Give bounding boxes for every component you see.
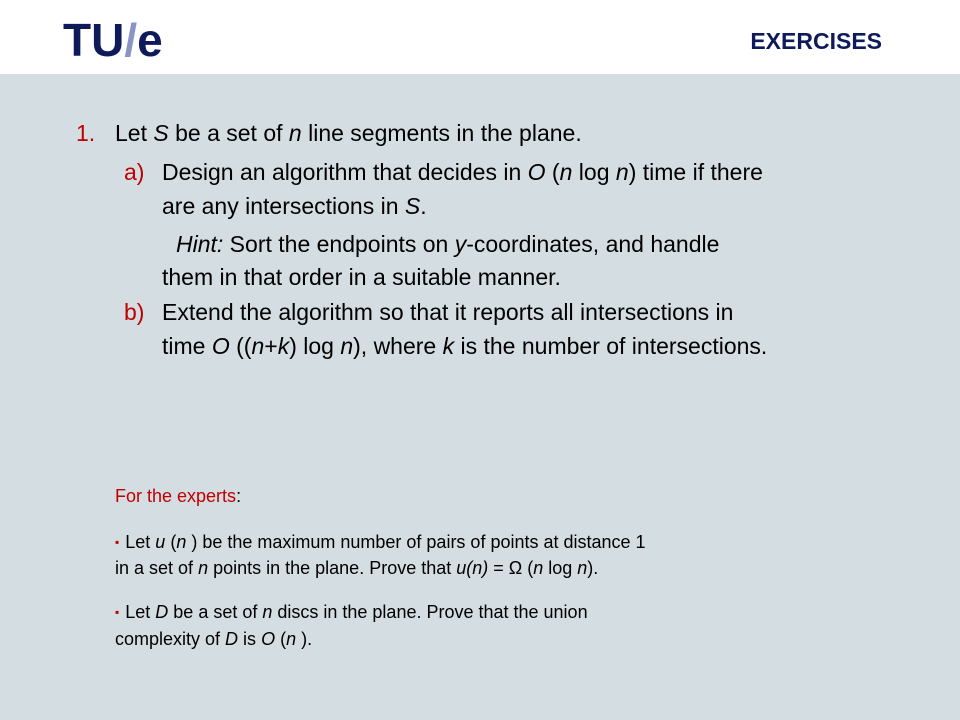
part-a-line1: Design an algorithm that decides in O (n log n) time if there (162, 159, 763, 185)
part-b-line2: time O ((n+k) log n), where k is the number of intersections. (162, 333, 768, 359)
section-title: EXERCISES (750, 28, 882, 54)
exercise-intro: Let S be a set of n line segments in the plane. (115, 120, 582, 146)
part-a-label: a) (124, 159, 145, 185)
experts-item-2-line2: complexity of D is O (n ). (115, 629, 313, 649)
bullet-icon: ▪ (115, 605, 120, 619)
tue-logo: TU/e (63, 14, 163, 66)
experts-item-1-line1: ▪ Let u (n ) be the maximum number of pairs of points at distance 1 (115, 532, 646, 552)
bullet-icon: ▪ (115, 535, 120, 549)
header-bar (0, 0, 960, 74)
part-b-line1: Extend the algorithm so that it reports all intersections in (162, 299, 734, 325)
exercise-number: 1. (76, 120, 96, 146)
part-a-line2: are any intersections in S. (162, 193, 427, 219)
hint-line2: them in that order in a suitable manner. (162, 264, 561, 290)
experts-item-2-line1: ▪ Let D be a set of n discs in the plane. Prove that the union (115, 602, 588, 622)
experts-item-1-line2: in a set of n points in the plane. Prove that u(n) = Ω (n log n). (115, 558, 599, 578)
experts-title: For the experts: (115, 486, 242, 506)
hint-line1: Hint: Sort the endpoints on y-coordinates, and handle (176, 231, 720, 257)
part-b-label: b) (124, 299, 145, 325)
